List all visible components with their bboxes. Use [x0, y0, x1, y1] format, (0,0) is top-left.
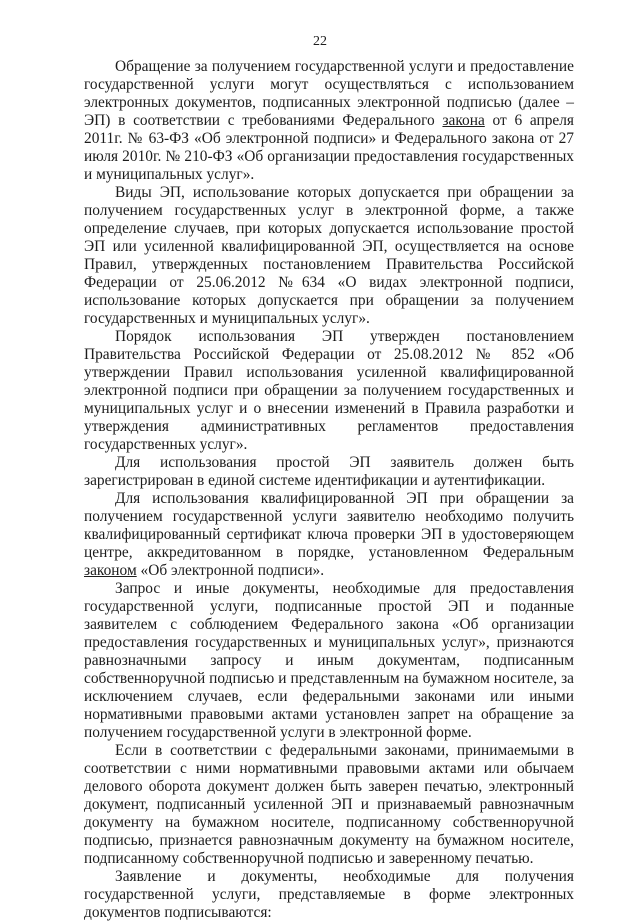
paragraph — [84, 184, 574, 328]
paragraph-text: Заявление и документы, необходимые для получения государственной услуги, представляемые в форме электронных документов подписываются: — [84, 868, 574, 921]
paragraph-text: Если в соответствии с федеральными законами, принимаемыми в соответствии с ними нормативными правовыми актами или обычаем делового оборота документ должен быть заверен печатью, электронный документ, подписанный усиленной ЭП и признаваемый равнозначным документу на бумажном носителе, подписанному собственноручной подписью, признается равнозначным документу на бумажном носителе, подписанному собственноручной подписью и заверенному печатью. — [84, 742, 574, 867]
paragraph-text: Для использования простой ЭП заявитель должен быть зарегистрирован в единой системе идентификации и аутентификации. — [84, 454, 574, 489]
paragraph — [84, 742, 574, 868]
paragraph — [84, 328, 574, 454]
paragraph-text: от 6 апреля 2011г. № 63-ФЗ «Об электронной подписи» и Федерального закона от 27 июля 2010г. № 210-ФЗ «Об организации предоставления государственных и муниципальных услуг». — [84, 112, 574, 183]
paragraph — [84, 454, 574, 490]
page-number: 22 — [313, 34, 327, 49]
paragraph — [84, 58, 574, 184]
paragraph-text: Виды ЭП, использование которых допускается при обращении за получением государственных услуг в электронной форме, а также определение случаев, при которых допускается использование простой ЭП или усиленной квалифицированной ЭП, осуществляется на основе Правил, утвержденных постановлением Правительства Российской Федерации от 25.06.2012 №634 «О видах электронной подписи, использование которых допускается при обращении за получением государственных и муниципальных услуг». — [84, 184, 574, 327]
paragraph — [84, 490, 574, 580]
paragraph-text: «Об электронной подписи». — [136, 562, 325, 579]
paragraph-text: Обращение за получением государственной услуги и предоставление государственной услуги могут осуществляться с использованием электронных документов, подписанных электронной подписью (далее – ЭП) в соответствии с требованиями Федерального — [84, 58, 574, 129]
paragraph — [84, 868, 574, 922]
paragraph-text: Порядок использования ЭП утвержден постановлением Правительства Российской Федерации от 25.08.2012 № 852 «Об утверждении Правил использования усиленной квалифицированной электронной подписи при обращении за получением государственных и муниципальных услуг и о внесении изменений в Правила разработки и утверждения административных регламентов предоставления государственных услуг». — [84, 328, 574, 453]
paragraph-text: Для использования квалифицированной ЭП при обращении за получением государственной услуги заявителю необходимо получить квалифицированный сертификат ключа проверки ЭП в удостоверяющем центре, аккредитованном в порядке, установленном Федеральным — [84, 490, 574, 561]
paragraph-text: Запрос и иные документы, необходимые для предоставления государственной услуги, подписанные простой ЭП и поданные заявителем с соблюдением Федерального закона «Об организации предоставления государственных и муниципальных услуг», признаются равнозначными запросу и иным документам, подписанным собственноручной подписью и представленным на бумажном носителе, за исключением случаев, если федеральными законами или иными нормативными правовыми актами установлен запрет на обращение за получением государственной услуги в электронной форме. — [84, 580, 574, 741]
law-reference-link: закона — [442, 112, 485, 129]
document-body — [84, 58, 574, 922]
law-reference-link: законом — [84, 562, 137, 579]
paragraph — [84, 580, 574, 742]
